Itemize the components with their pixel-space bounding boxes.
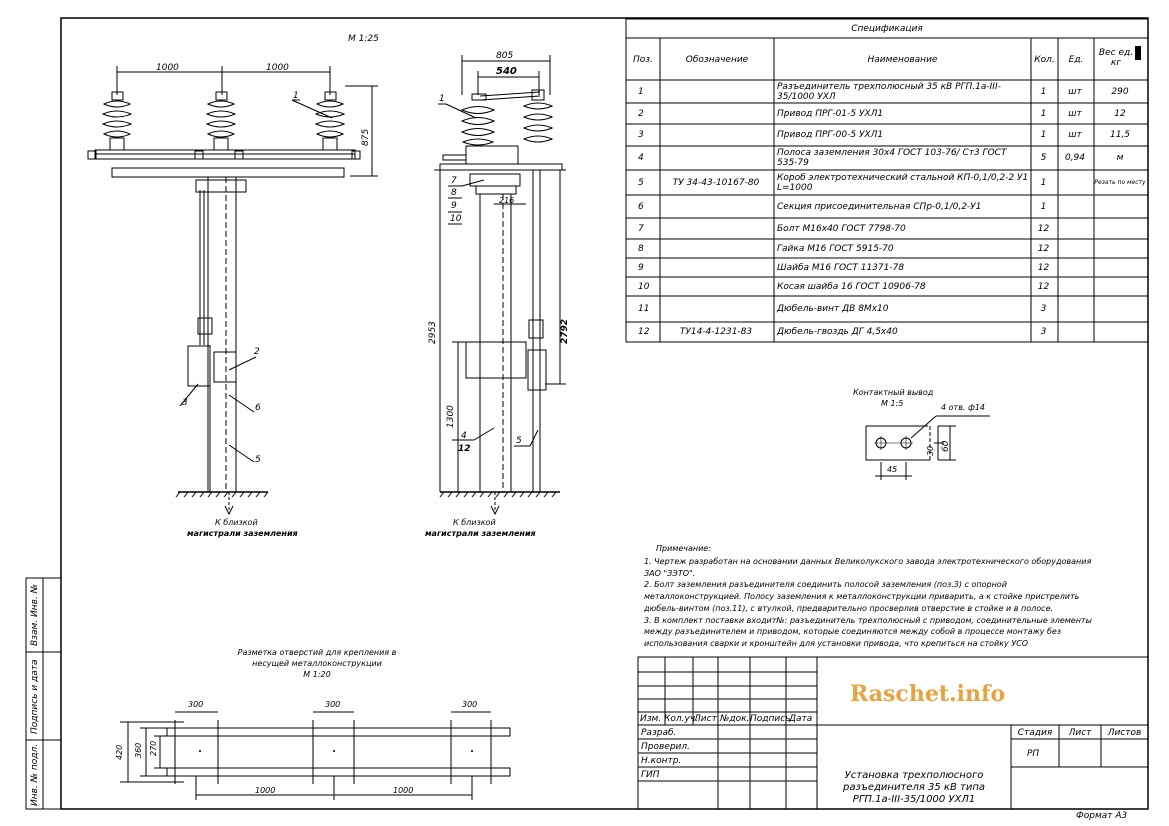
side-callout-1: 1 — [439, 94, 445, 104]
marking-dim-1000-a: 1000 — [255, 786, 276, 795]
spec-cell-weight: 12 — [1114, 108, 1126, 119]
spec-cell-weight — [1094, 195, 1146, 218]
side-callout-9: 9 — [451, 201, 457, 211]
spec-cell-qty: 12 — [1037, 281, 1050, 292]
spec-header-weight: Вес ед. кг — [1098, 48, 1134, 68]
side-dim-2953: 2953 — [428, 321, 438, 344]
spec-cell-unit — [1058, 218, 1092, 239]
stamp-col-list: Лист — [694, 714, 717, 724]
note-line: использования сварки и кронштейн для установки привода, что крепиться на стойку УСО — [644, 638, 1029, 648]
stamp-format: Формат А3 — [1076, 811, 1128, 821]
side-stamp-sign-date: Подпись и дата — [30, 659, 40, 734]
front-dim-875: 875 — [361, 128, 371, 146]
spec-cell-weight — [1094, 296, 1146, 322]
side-dim-2792: 2792 — [560, 318, 570, 344]
stamp-title-3: РГП.1а-III-35/1000 УХЛ1 — [852, 794, 976, 805]
side-dim-540: 540 — [496, 66, 517, 77]
spec-cell-name: Болт М16х40 ГОСТ 7798-70 — [777, 223, 906, 234]
front-ground-note-1: К близкой — [215, 518, 258, 527]
spec-cell-pos: 9 — [638, 262, 644, 273]
spec-cell-name: Дюбель-гвоздь ДГ 4,5х40 — [777, 327, 898, 337]
spec-cell-pos: 3 — [638, 130, 644, 140]
stamp-title-2: разъединителя 35 кВ типа — [843, 782, 985, 793]
spec-cell-unit — [1058, 258, 1092, 277]
stamp-sheets-label: Листов — [1107, 728, 1142, 738]
spec-cell-weight — [1094, 277, 1146, 296]
side-stamp-inv-orig: Инв. № подл. — [30, 743, 40, 806]
marking-title-1: Разметка отверстий для крепления в — [237, 648, 397, 657]
spec-cell-unit — [1058, 296, 1092, 322]
stamp-col-izm: Изм. — [640, 714, 662, 724]
side-dim-216: 216 — [499, 196, 515, 205]
spec-cell-pos: 1 — [638, 86, 644, 97]
spec-cell-name: Привод ПРГ-01-5 УХЛ1 — [777, 108, 884, 119]
spec-cell-name: Короб электротехнический стальной КП-0,1/0,2-2 У1 L=1000 — [777, 172, 1029, 193]
spec-cell-designation — [660, 239, 772, 258]
spec-cell-unit — [1058, 195, 1092, 218]
spec-cell-pos: 8 — [638, 243, 644, 254]
stamp-sheet-label: Лист — [1068, 728, 1092, 738]
marking-dim-300-a: 300 — [188, 700, 204, 709]
spec-cell-designation — [660, 124, 772, 146]
contact-dim-30: 30 — [926, 445, 935, 456]
contact-dim-45: 45 — [887, 465, 898, 474]
spec-cell-qty: 12 — [1037, 223, 1050, 234]
spec-header-unit: Ед. — [1068, 55, 1084, 65]
spec-cell-weight — [1094, 322, 1146, 342]
side-callout-12: 12 — [458, 444, 471, 454]
spec-cell-unit: шт — [1068, 108, 1082, 119]
spec-cell-name: Косая шайба 16 ГОСТ 10906-78 — [777, 281, 926, 292]
spec-cell-weight — [1094, 239, 1146, 258]
spec-cell-weight: 11,5 — [1109, 130, 1131, 140]
spec-cell-designation — [660, 218, 772, 239]
marking-dim-1000-b: 1000 — [393, 786, 414, 795]
spec-cell-weight — [1094, 258, 1146, 277]
side-callout-4: 4 — [461, 431, 467, 441]
spec-cell-designation — [660, 146, 772, 170]
side-ground-note-2: магистрали заземления — [425, 529, 536, 538]
contact-title: Контактный вывод — [853, 388, 934, 397]
spec-cell-designation — [660, 277, 772, 296]
stamp-col-ndok: №док. — [720, 714, 750, 724]
front-callout-2: 2 — [254, 347, 260, 357]
stamp-role-razrab: Разраб. — [641, 728, 677, 738]
stamp-stage-label: Стадия — [1017, 728, 1053, 738]
spec-cell-designation — [660, 195, 772, 218]
side-callout-8: 8 — [451, 188, 457, 198]
front-dim-left: 1000 — [156, 63, 179, 73]
spec-cell-qty: 12 — [1037, 262, 1050, 273]
spec-cell-pos: 11 — [638, 304, 650, 314]
stamp-role-nkontr: Н.контр. — [641, 756, 682, 766]
spec-cell-name: Гайка М16 ГОСТ 5915-70 — [777, 243, 894, 254]
spec-header-designation: Обозначение — [685, 55, 749, 65]
spec-cell-qty: 1 — [1040, 130, 1047, 140]
contact-holes: 4 отв. ф14 — [941, 403, 986, 412]
contact-dim-60: 60 — [941, 440, 951, 452]
marking-dim-270: 270 — [149, 740, 158, 756]
spec-cell-qty: 12 — [1037, 243, 1050, 254]
spec-cell-unit — [1058, 277, 1092, 296]
stamp-role-gip: ГИП — [641, 770, 660, 780]
spec-cell-weight: м — [1116, 153, 1124, 163]
spec-cell-designation — [660, 258, 772, 277]
spec-cell-pos: 6 — [638, 201, 644, 212]
notes-heading: Примечание: — [656, 544, 711, 553]
spec-cell-designation — [660, 103, 772, 124]
marking-dim-300-c: 300 — [462, 700, 478, 709]
spec-cell-designation: ТУ 34-43-10167-80 — [672, 177, 760, 188]
front-callout-5: 5 — [255, 455, 261, 465]
spec-cell-weight: Резать по месту — [1094, 179, 1146, 186]
side-callout-5: 5 — [516, 436, 522, 446]
side-stamp-inv-replace: Взам. Инв. № — [30, 584, 40, 646]
spec-cell-pos: 2 — [638, 108, 644, 119]
marking-dim-360: 360 — [134, 742, 143, 758]
stamp-title-1: Установка трехполюсного — [844, 770, 984, 781]
spec-cell-unit — [1058, 170, 1092, 195]
note-line: 2. Болт заземления разъединителя соединить полосой заземления (поз.3) с опорной — [644, 580, 1007, 590]
side-ground-note-1: К близкой — [453, 518, 496, 527]
spec-cell-pos: 10 — [638, 281, 650, 292]
front-ground-note-2: магистрали заземления — [187, 529, 298, 538]
spec-cell-weight — [1094, 218, 1146, 239]
spec-cell-designation — [660, 80, 772, 103]
marking-dim-300-b: 300 — [325, 700, 341, 709]
spec-cell-qty: 1 — [1040, 86, 1047, 97]
spec-cell-unit — [1058, 322, 1092, 342]
spec-cell-qty: 1 — [1040, 108, 1047, 119]
spec-cell-unit: шт — [1068, 130, 1082, 140]
stamp-col-kol: Кол.уч. — [664, 714, 699, 724]
contact-scale: М 1:5 — [881, 399, 904, 408]
note-line: 1. Чертеж разработан на основании данных Великолукского завода электротехнического оборудования — [644, 557, 1092, 566]
spec-cell-name: Дюбель-винт ДВ 8Мх10 — [777, 304, 889, 314]
front-callout-1: 1 — [293, 91, 299, 101]
spec-cell-name: Шайба М16 ГОСТ 11371-78 — [777, 262, 905, 273]
note-line: дюбель-винтом (поз.11), с втулкой, предварительно просверлив отверстие в стойке и в полосе. — [644, 603, 1054, 613]
marking-title-2: несущей металлоконструкции — [252, 659, 382, 668]
note-line: 3. В комплект поставки входит№: разъединитель трехполюсный с приводом, соединительные элементы — [644, 615, 1092, 625]
note-line: ЗАО "ЗЭТО". — [644, 568, 696, 578]
side-dim-1300: 1300 — [446, 405, 456, 428]
spec-cell-qty: 3 — [1040, 304, 1047, 314]
stamp-col-podp: Подпись — [750, 714, 791, 724]
spec-header-pos: Поз. — [633, 55, 653, 65]
front-callout-3: 3 — [182, 398, 188, 408]
marking-dim-420: 420 — [115, 744, 124, 760]
spec-cell-designation: ТУ14-4-1231-83 — [679, 327, 753, 337]
notes-body — [644, 556, 1139, 650]
stamp-stage-value: РП — [1027, 749, 1040, 759]
spec-cell-pos: 12 — [638, 327, 650, 337]
spec-header-name: Наименование — [867, 55, 938, 65]
spec-cell-pos: 5 — [638, 177, 644, 188]
main-scale: М 1:25 — [348, 34, 379, 44]
spec-cell-pos: 7 — [638, 223, 644, 234]
stamp-col-data: Дата — [789, 714, 813, 724]
spec-title: Спецификация — [851, 24, 923, 34]
spec-cell-qty: 1 — [1040, 177, 1047, 188]
note-line: металлоконструкцией. Полосу заземления к металлоконструкции приварить, а к стойке пристрелить — [644, 592, 1080, 602]
spec-cell-name: Полоса заземления 30х4 ГОСТ 103-76/ Ст3 ГОСТ 535-79 — [777, 148, 1007, 168]
marking-scale: М 1:20 — [303, 670, 331, 679]
spec-cell-qty: 3 — [1040, 327, 1047, 337]
note-line: между разъединителем и приводом, которые соединяются между собой в процессе монтажу без — [644, 627, 1062, 637]
side-dim-805: 805 — [496, 51, 514, 61]
spec-cell-unit: шт — [1068, 86, 1082, 97]
stamp-role-prover: Проверил. — [641, 742, 691, 752]
spec-cell-qty: 5 — [1040, 153, 1047, 163]
spec-header-qty: Кол. — [1034, 55, 1055, 65]
side-callout-10: 10 — [450, 214, 462, 224]
front-callout-6: 6 — [255, 403, 261, 413]
front-dim-right: 1000 — [266, 63, 289, 73]
spec-cell-unit: 0,94 — [1064, 153, 1086, 163]
spec-cell-name: Привод ПРГ-00-5 УХЛ1 — [777, 130, 884, 140]
spec-cell-name: Разъединитель трехполюсный 35 кВ РГП.1а-III-35/1000 УХЛ — [777, 81, 1001, 102]
spec-cell-pos: 4 — [638, 153, 644, 163]
side-callout-7: 7 — [451, 176, 457, 186]
spec-cell-designation — [660, 296, 772, 322]
spec-cell-weight: 290 — [1111, 86, 1129, 97]
spec-cell-name: Секция присоединительная СПр-0,1/0,2-У1 — [777, 201, 982, 212]
watermark-logo: Raschet.info — [850, 681, 1006, 707]
spec-cell-qty: 1 — [1040, 201, 1047, 212]
spec-cell-unit — [1058, 239, 1092, 258]
